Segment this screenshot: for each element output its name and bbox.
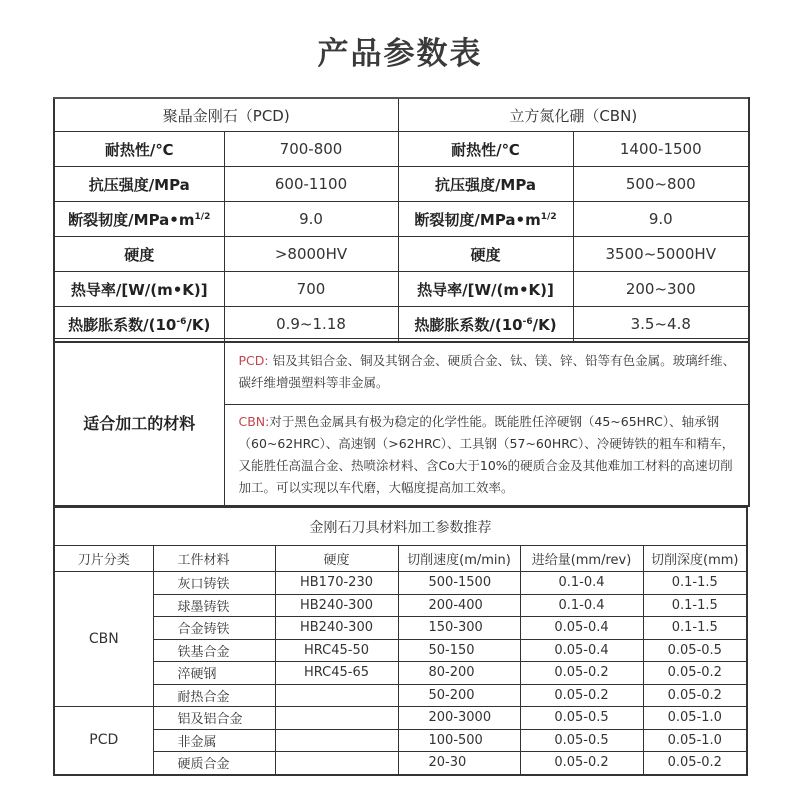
cbn-value: 200~300 — [573, 272, 749, 307]
category-cell: CBN — [54, 572, 153, 707]
depth-cell: 0.1-1.5 — [643, 617, 747, 640]
property-label-text: 热导率/[W/(m•K)] — [417, 280, 554, 299]
speed-cell: 200-400 — [398, 594, 520, 617]
property-label — [54, 272, 224, 307]
property-label-text: 热膨胀系数/(10 — [68, 315, 177, 334]
hardness-cell: HB240-300 — [275, 594, 398, 617]
property-label-text: 抗压强度/MPa — [434, 175, 537, 194]
pcd-prefix: PCD: — [238, 352, 269, 368]
property-label — [54, 132, 224, 167]
property-label-text: 抗压强度/MPa — [88, 175, 190, 194]
hardness-cell — [275, 707, 398, 730]
material-cell: 非金属 — [153, 729, 275, 752]
depth-cell: 0.05-1.0 — [643, 707, 747, 730]
speed-cell: 100-500 — [398, 729, 520, 752]
property-label — [54, 237, 224, 272]
hardness-cell — [275, 729, 398, 752]
depth-cell: 0.1-1.5 — [643, 572, 747, 595]
table-row — [54, 729, 747, 752]
property-label-sup: -6 — [522, 316, 533, 327]
cbn-header: 立方氮化硼（CBN) — [398, 98, 749, 132]
property-label-text: 硬度 — [470, 245, 501, 264]
col-header-hardness: 硬度 — [275, 546, 398, 572]
feed-cell: 0.05-0.4 — [520, 617, 643, 640]
cbn-materials-text: 对于黑色金属具有极为稳定的化学性能。既能胜任淬硬钢（45~65HRC）、轴承钢（60~62HRC）、高速钢（>62HRC）、工具钢（57~60HRC）、冷硬铸铁的粗车和精车，又能胜任高温合金、热喷涂材料、含Co大于10%的硬质合金及其他难加工材料的高速切削加工。可以实现以车代磨，大幅度提高加工效率。 — [238, 414, 735, 495]
hardness-cell — [275, 684, 398, 707]
depth-cell: 0.05-0.5 — [643, 639, 747, 662]
col-header-depth: 切削深度(mm) — [643, 546, 747, 572]
table-row — [54, 707, 747, 730]
feed-cell: 0.05-0.4 — [520, 639, 643, 662]
property-label-text: 热导率/[W/(m•K)] — [70, 280, 208, 299]
hardness-cell: HB170-230 — [275, 572, 398, 595]
property-label — [398, 307, 573, 343]
material-cell: 硬质合金 — [153, 752, 275, 775]
property-label — [398, 167, 573, 202]
spec-row — [54, 237, 749, 272]
cbn-value: 1400-1500 — [573, 132, 749, 167]
speed-cell: 200-3000 — [398, 707, 520, 730]
materials-table — [53, 338, 750, 507]
depth-cell: 0.05-1.0 — [643, 729, 747, 752]
feed-cell: 0.05-0.2 — [520, 684, 643, 707]
pcd-value: >8000HV — [224, 237, 398, 272]
property-label — [54, 307, 224, 343]
property-label — [398, 237, 573, 272]
spec-row — [54, 202, 749, 237]
col-header-category: 刀片分类 — [54, 546, 153, 572]
table-row — [54, 639, 747, 662]
col-header-speed: 切削速度(m/min) — [398, 546, 520, 572]
material-cell: 铁基合金 — [153, 639, 275, 662]
col-header-material: 工件材料 — [153, 546, 275, 572]
depth-cell: 0.05-0.2 — [643, 684, 747, 707]
hardness-cell: HB240-300 — [275, 617, 398, 640]
pcd-materials — [224, 339, 749, 405]
hardness-cell: HRC45-50 — [275, 639, 398, 662]
spec-row — [54, 167, 749, 202]
depth-cell: 0.05-0.2 — [643, 752, 747, 775]
table-row — [54, 752, 747, 775]
pcd-header: 聚晶金刚石（PCD) — [54, 98, 398, 132]
property-label-text: 断裂韧度/MPa•m — [68, 210, 195, 229]
property-label-text: 耐热性/℃ — [451, 140, 520, 159]
cbn-prefix: CBN: — [238, 414, 270, 429]
spec-header-row — [54, 98, 749, 132]
material-cell: 铝及铝合金 — [153, 707, 275, 730]
property-label-suffix: /K) — [532, 315, 557, 334]
col-header-feed: 进给量(mm/rev) — [520, 546, 643, 572]
feed-cell: 0.05-0.2 — [520, 662, 643, 685]
property-label-text: 断裂韧度/MPa•m — [414, 210, 541, 229]
cbn-value: 9.0 — [573, 202, 749, 237]
speed-cell: 500-1500 — [398, 572, 520, 595]
recommend-title: 金刚石刀具材料加工参数推荐 — [54, 508, 747, 546]
pcd-value: 700 — [224, 272, 398, 307]
property-label — [398, 132, 573, 167]
recommend-column-headers — [54, 546, 747, 572]
speed-cell: 50-200 — [398, 684, 520, 707]
cbn-value: 3500~5000HV — [573, 237, 749, 272]
table-row — [54, 662, 747, 685]
property-label — [54, 202, 224, 237]
page-title: 产品参数表 — [317, 36, 483, 72]
table-row — [54, 684, 747, 707]
property-label — [398, 272, 573, 307]
speed-cell: 20-30 — [398, 752, 520, 775]
pcd-value: 9.0 — [224, 202, 398, 237]
feed-cell: 0.1-0.4 — [520, 572, 643, 595]
property-label-sup: 1/2 — [194, 211, 211, 222]
spec-row — [54, 307, 749, 343]
property-label-text: 热膨胀系数/(10 — [414, 315, 523, 334]
pcd-materials-text: 铝及其铝合金、铜及其钢合金、硬质合金、钛、镁、锌、铅等有色金属。玻璃纤维、碳纤维增强塑料等非金属。 — [238, 352, 736, 390]
material-cell: 耐热合金 — [153, 684, 275, 707]
material-cell: 球墨铸铁 — [153, 594, 275, 617]
property-label-text: 硬度 — [124, 245, 155, 264]
feed-cell: 0.05-0.5 — [520, 707, 643, 730]
depth-cell: 0.05-0.2 — [643, 662, 747, 685]
property-label-suffix: /K) — [186, 315, 211, 334]
speed-cell: 80-200 — [398, 662, 520, 685]
cbn-value: 500~800 — [573, 167, 749, 202]
spec-row — [54, 132, 749, 167]
cbn-value: 3.5~4.8 — [573, 307, 749, 343]
material-cell: 灰口铸铁 — [153, 572, 275, 595]
feed-cell: 0.05-0.2 — [520, 752, 643, 775]
materials-label: 适合加工的材料 — [54, 339, 224, 507]
pcd-value: 700-800 — [224, 132, 398, 167]
property-label-sup: -6 — [176, 316, 187, 327]
recommend-table — [53, 507, 748, 776]
depth-cell: 0.1-1.5 — [643, 594, 747, 617]
table-row — [54, 572, 747, 595]
material-cell: 合金铸铁 — [153, 617, 275, 640]
feed-cell: 0.05-0.5 — [520, 729, 643, 752]
category-cell: PCD — [54, 707, 153, 775]
property-label — [398, 202, 573, 237]
property-label-text: 耐热性/℃ — [104, 140, 174, 159]
cbn-materials — [224, 405, 749, 507]
speed-cell: 150-300 — [398, 617, 520, 640]
feed-cell: 0.1-0.4 — [520, 594, 643, 617]
speed-cell: 50-150 — [398, 639, 520, 662]
hardness-cell: HRC45-65 — [275, 662, 398, 685]
pcd-value: 0.9~1.18 — [224, 307, 398, 343]
spec-row — [54, 272, 749, 307]
property-label — [54, 167, 224, 202]
table-row — [54, 594, 747, 617]
table-row — [54, 617, 747, 640]
pcd-value: 600-1100 — [224, 167, 398, 202]
spec-table — [53, 97, 750, 343]
hardness-cell — [275, 752, 398, 775]
property-label-sup: 1/2 — [540, 211, 557, 222]
material-cell: 淬硬钢 — [153, 662, 275, 685]
